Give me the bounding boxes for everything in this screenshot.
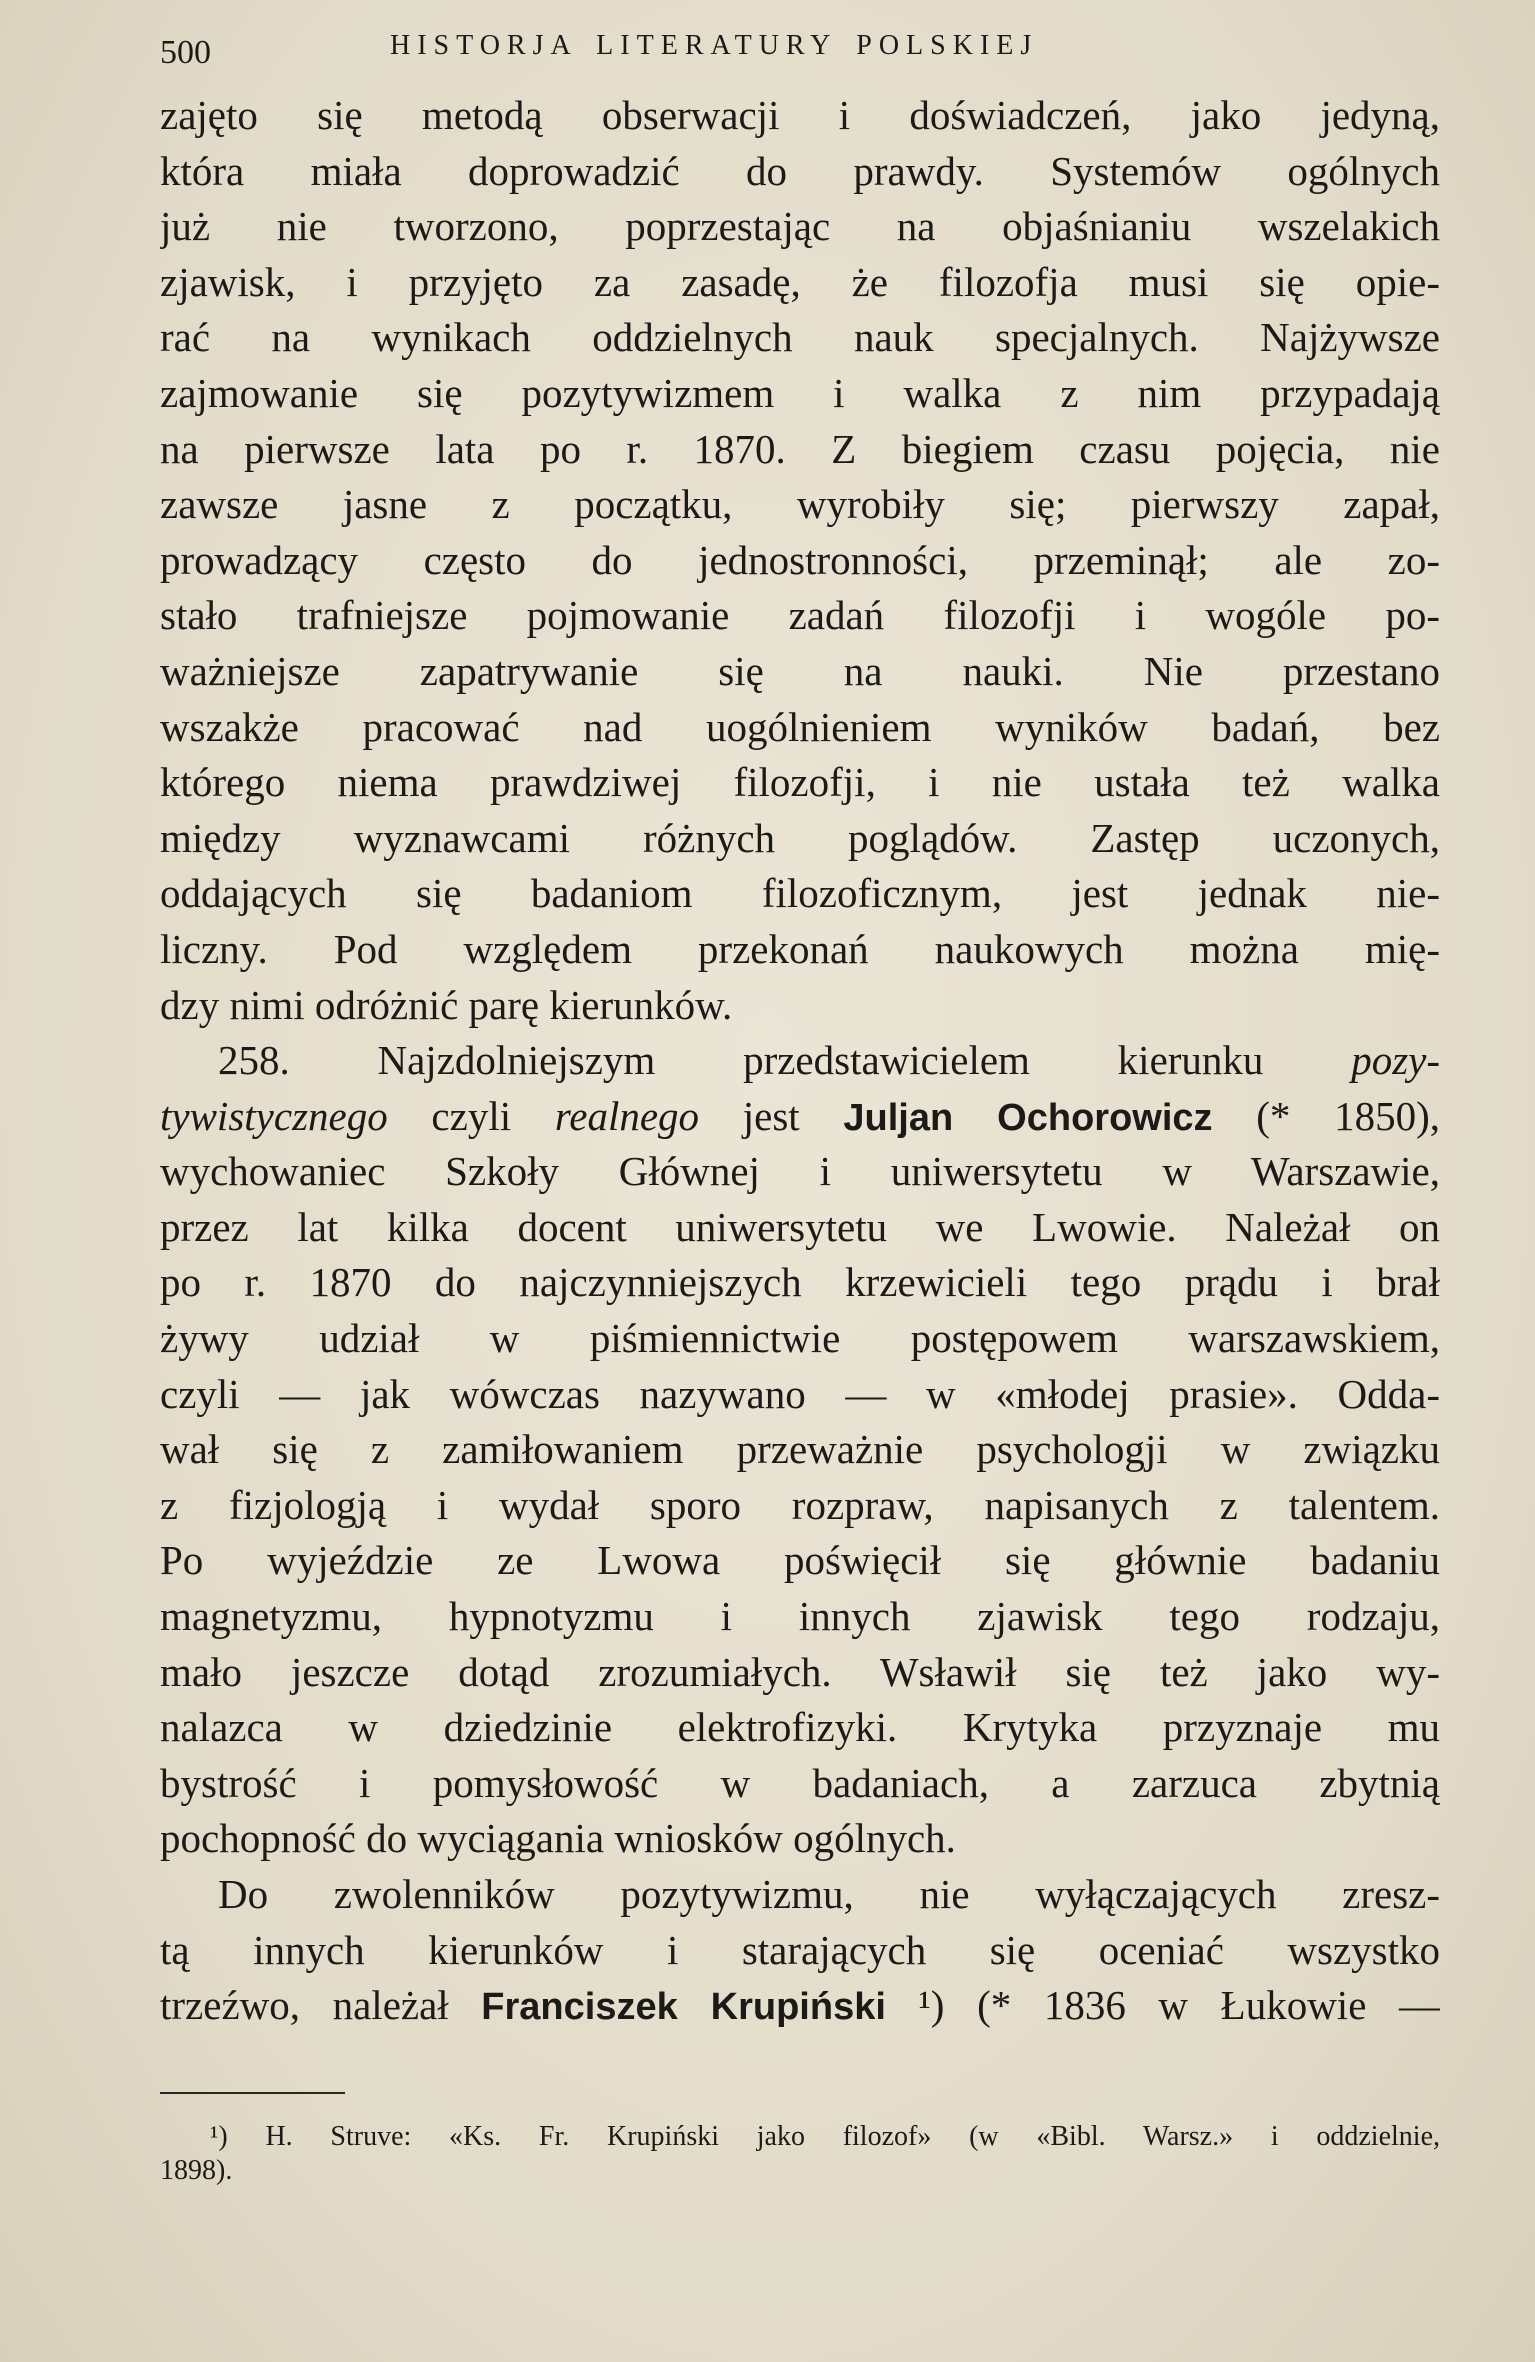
text-line: po r. 1870 do najczynniejszych krzewicieli tego prądu i brał <box>160 1259 1440 1306</box>
text-line: czyli — jak wówczas nazywano — w «młodej prasie». Odda- <box>160 1370 1440 1417</box>
text-line <box>160 1978 1440 2034</box>
text-line <box>160 1033 1440 1089</box>
text-line: Do zwolenników pozytywizmu, nie wyłączających zresz- <box>218 1871 1440 1917</box>
text-line: wychowaniec Szkoły Głównej i uniwersytetu w Warszawie, <box>160 1148 1440 1195</box>
text-line: już nie tworzono, poprzestając na objaśnianiu wszelakich <box>160 203 1440 250</box>
text-line: z fizjologją i wydał sporo rozpraw, napisanych z talentem. <box>160 1481 1440 1528</box>
text-line: zjawisk, i przyjęto za zasadę, że filozofja musi się opie- <box>160 258 1440 305</box>
text-run: trzeźwo, należał <box>160 1982 482 2029</box>
footnote-line: 1898). <box>160 2155 233 2186</box>
text-line: rać na wynikach oddzielnych nauk specjalnych. Najżywsze <box>160 314 1440 361</box>
italic-term: tywistycznego <box>160 1092 388 1139</box>
text-line: zajęto się metodą obserwacji i doświadczeń, jako jedyną, <box>160 92 1440 138</box>
text-line: magnetyzmu, hypnotyzmu i innych zjawisk tego rodzaju, <box>160 1593 1440 1640</box>
page-header <box>160 30 1440 80</box>
text-line: przez lat kilka docent uniwersytetu we Lwowie. Należał on <box>160 1203 1440 1250</box>
text-line: tą innych kierunków i starających się oceniać wszystko <box>160 1926 1440 1973</box>
text-run: czyli <box>387 1092 555 1139</box>
text-run: 258. Najzdolniejszym przedstawicielem kierunku <box>218 1037 1352 1084</box>
running-title: HISTORJA LITERATURY POLSKIEJ <box>390 30 1039 61</box>
footnote <box>160 2120 1440 2188</box>
body-text <box>160 88 1440 2034</box>
text-line: wszakże pracować nad uogólnieniem wyników badań, bez <box>160 703 1440 750</box>
text-line: oddających się badaniom filozoficznym, jest jednak nie- <box>160 870 1440 917</box>
text-line <box>160 1089 1440 1145</box>
footnote-line: ¹) H. Struve: «Ks. Fr. Krupiński jako filozof» (w «Bibl. Warsz.» i oddzielnie, <box>210 2121 1440 2152</box>
person-name: Franciszek Krupiński <box>481 1986 886 2029</box>
text-line: która miała doprowadzić do prawdy. Systemów ogólnych <box>160 147 1440 194</box>
text-line: między wyznawcami różnych poglądów. Zastęp uczonych, <box>160 814 1440 861</box>
page-number: 500 <box>160 34 211 71</box>
text-run: ¹) (* 1836 w Łukowie — <box>885 1982 1440 2029</box>
italic-term: pozy- <box>1351 1037 1440 1084</box>
person-name: Juljan Ochorowicz <box>843 1096 1213 1139</box>
text-run: jest <box>699 1092 844 1139</box>
text-line: nalazca w dziedzinie elektrofizyki. Krytyka przyznaje mu <box>160 1704 1440 1751</box>
footnote-rule <box>160 2092 345 2094</box>
text-line: zajmowanie się pozytywizmem i walka z nim przypadają <box>160 369 1440 416</box>
text-line: dzy nimi odróżnić parę kierunków. <box>160 981 733 1028</box>
text-line: na pierwsze lata po r. 1870. Z biegiem czasu pojęcia, nie <box>160 425 1440 472</box>
text-line: bystrość i pomysłowość w badaniach, a zarzuca zbytnią <box>160 1759 1440 1806</box>
text-line: wał się z zamiłowaniem przeważnie psychologji w związku <box>160 1426 1440 1473</box>
text-line: pochopność do wyciągania wniosków ogólnych. <box>160 1815 956 1862</box>
text-line: którego niema prawdziwej filozofji, i nie ustała też walka <box>160 759 1440 806</box>
text-line: ważniejsze zapatrywanie się na nauki. Nie przestano <box>160 647 1440 694</box>
text-line: zawsze jasne z początku, wyrobiły się; pierwszy zapał, <box>160 481 1440 528</box>
text-line: Po wyjeździe ze Lwowa poświęcił się głównie badaniu <box>160 1537 1440 1584</box>
text-run: (* 1850), <box>1212 1092 1440 1139</box>
paragraph-last <box>160 1867 1440 2034</box>
text-line: liczny. Pod względem przekonań naukowych można mię- <box>160 925 1440 972</box>
text-line: prowadzący często do jednostronności, przeminął; ale zo- <box>160 536 1440 583</box>
paragraph-258 <box>160 1033 1440 1867</box>
text-line: żywy udział w piśmiennictwie postępowem warszawskiem, <box>160 1315 1440 1362</box>
paragraph-continued <box>160 88 1440 1033</box>
text-line: mało jeszcze dotąd zrozumiałych. Wsławił się też jako wy- <box>160 1648 1440 1695</box>
text-line: stało trafniejsze pojmowanie zadań filozofji i wogóle po- <box>160 592 1440 639</box>
italic-term: realnego <box>554 1092 700 1139</box>
